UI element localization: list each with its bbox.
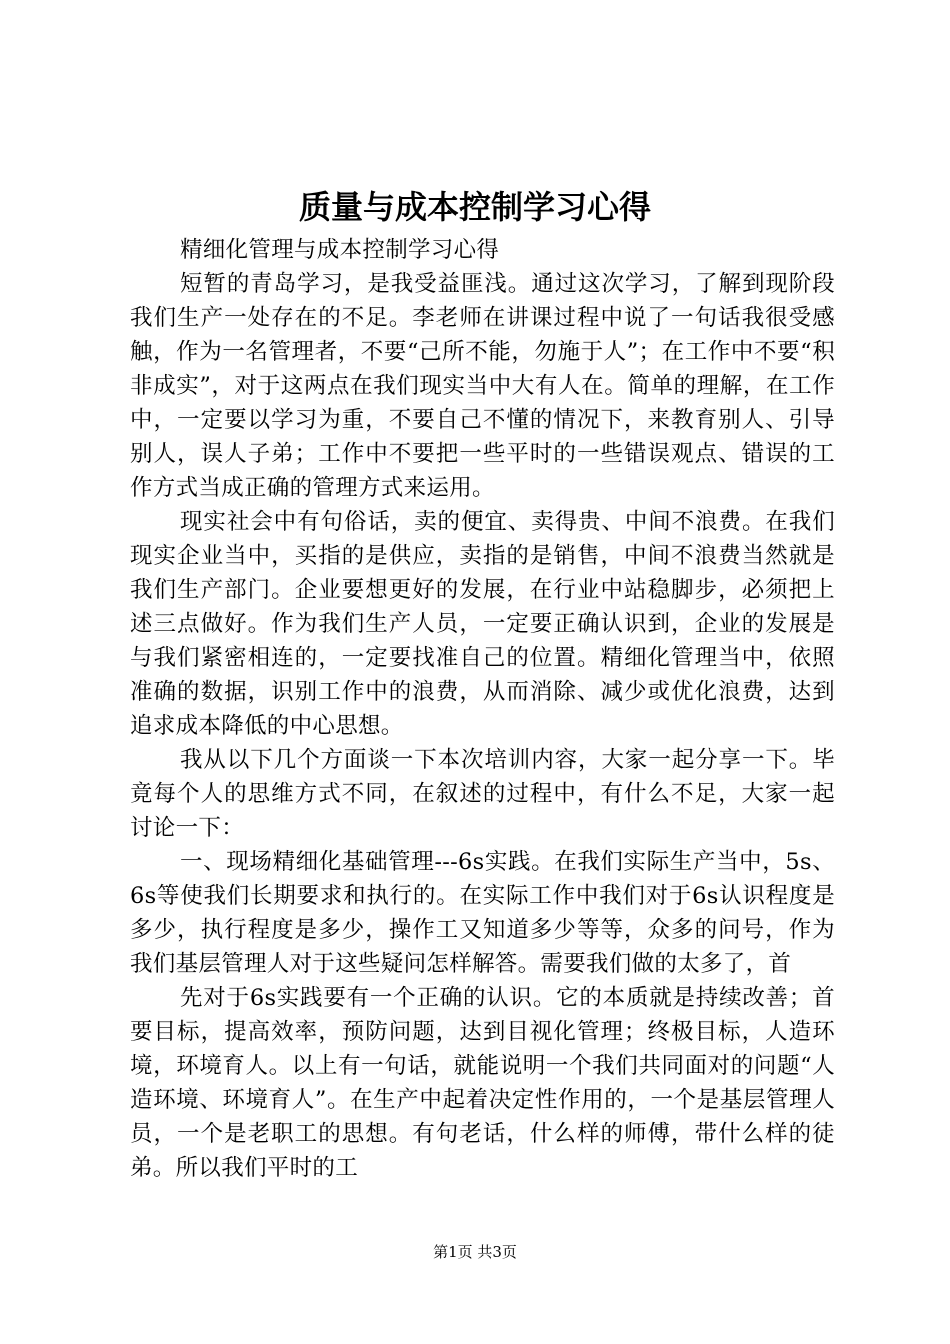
document-title: 质量与成本控制学习心得 (298, 188, 651, 226)
body-paragraph: 一、现场精细化基础管理---6s实践。在我们实际生产当中，5s、6s等使我们长期要求和执行的。在实际工作中我们对于6s认识程度是多少，执行程度是多少，操作工又知道多少等等，众多的问号，作为我们基层管理人对于这些疑问怎样解答。需要我们做的太多了，首 (130, 849, 835, 977)
subtitle-paragraph: 精细化管理与成本控制学习心得 (180, 237, 500, 263)
body-paragraph: 现实社会中有句俗话，卖的便宜、卖得贵、中间不浪费。在我们现实企业当中，买指的是供应，卖指的是销售，中间不浪费当然就是我们生产部门。企业要想更好的发展，在行业中站稳脚步，必须把上述三点做好。作为我们生产人员，一定要正确认识到，企业的发展是与我们紧密相连的，一定要找准自己的位置。精细化管理当中，依照准确的数据，识别工作中的浪费，从而消除、减少或优化浪费，达到追求成本降低的中心思想。 (130, 509, 835, 739)
page-number-footer: 第1页 共3页 (433, 1243, 517, 1261)
body-paragraph: 短暂的青岛学习，是我受益匪浅。通过这次学习，了解到现阶段我们生产一处存在的不足。李老师在讲课过程中说了一句话我很受感触，作为一名管理者，不要“己所不能，勿施于人”；在工作中不要“积非成实”，对于这两点在我们现实当中大有人在。简单的理解，在工作中，一定要以学习为重，不要自己不懂的情况下，来教育别人、引导别人，误人子弟；工作中不要把一些平时的一些错误观点、错误的工作方式当成正确的管理方式来运用。 (130, 271, 835, 501)
document-body (130, 233, 835, 1185)
body-paragraph: 先对于6s实践要有一个正确的认识。它的本质就是持续改善；首要目标，提高效率，预防问题，达到目视化管理；终极目标，人造环境，环境育人。以上有一句话，就能说明一个我们共同面对的问题“人造环境、环境育人”。在生产中起着决定性作用的，一个是基层管理人员，一个是老职工的思想。有句老话，什么样的师傅，带什么样的徒弟。所以我们平时的工 (130, 985, 835, 1181)
body-paragraph: 我从以下几个方面谈一下本次培训内容，大家一起分享一下。毕竟每个人的思维方式不同，在叙述的过程中，有什么不足，大家一起讨论一下： (130, 747, 835, 841)
